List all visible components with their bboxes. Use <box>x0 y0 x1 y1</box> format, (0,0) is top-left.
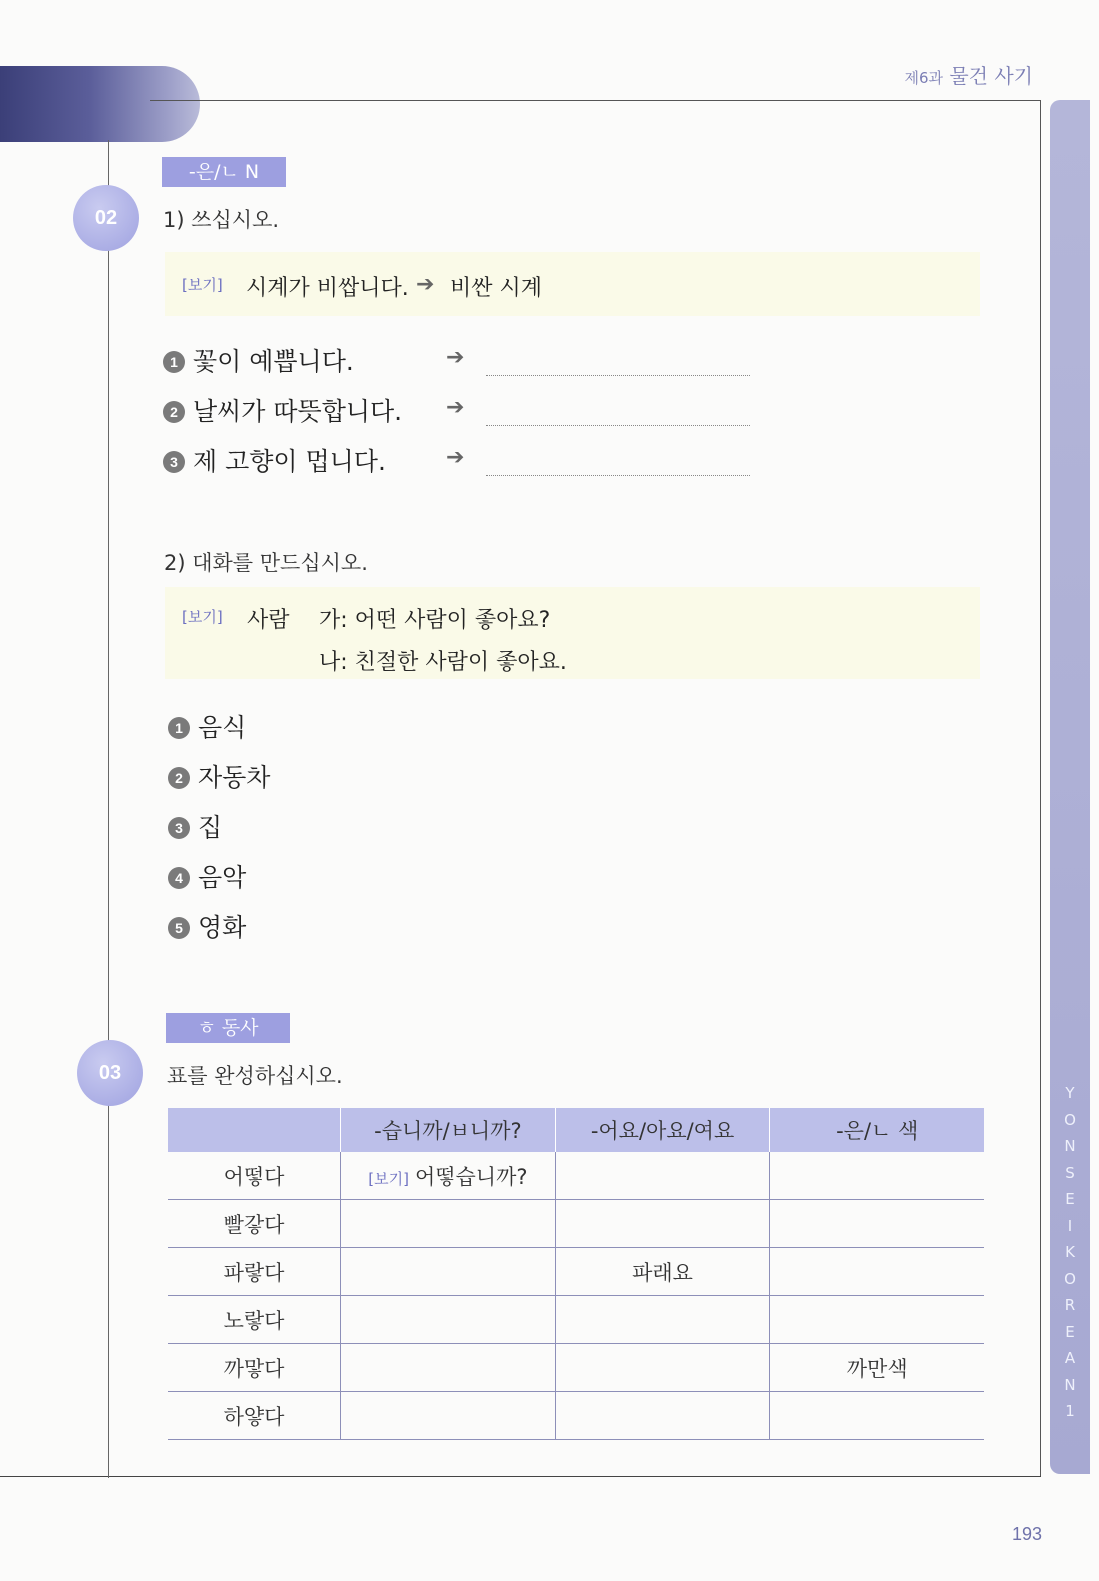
answer-blank[interactable] <box>486 425 750 426</box>
table-cell[interactable] <box>770 1200 984 1248</box>
item-text: 영화 <box>198 913 247 942</box>
instruction-text: 표를 완성하십시오. <box>167 1064 343 1088</box>
table-row <box>168 1392 984 1440</box>
conjugation-table <box>168 1108 984 1440</box>
chapter-title <box>904 60 1033 89</box>
table-row <box>168 1200 984 1248</box>
table-row <box>168 1296 984 1344</box>
brand-letter: A <box>1064 1349 1076 1367</box>
example-label: [보기] <box>182 276 223 294</box>
table-cell[interactable] <box>341 1248 556 1296</box>
table-cell[interactable] <box>555 1200 770 1248</box>
exercise-item <box>168 708 246 744</box>
table-header-cell: -은/ㄴ 색 <box>770 1108 984 1152</box>
example-label: [보기] <box>182 608 223 626</box>
brand-letter: Y <box>1065 1084 1075 1102</box>
table-cell[interactable] <box>770 1296 984 1344</box>
arrow-icon: ➔ <box>446 395 465 420</box>
page-number: 193 <box>1012 1524 1043 1544</box>
arrow-icon: ➔ <box>446 345 465 370</box>
answer-blank[interactable] <box>486 375 750 376</box>
brand-letter: E <box>1065 1190 1075 1208</box>
exercise-item <box>163 442 386 478</box>
table-cell-verb: 어떻다 <box>168 1152 341 1200</box>
arrow-icon: ➔ <box>416 272 435 297</box>
item-number-icon: 1 <box>168 717 190 739</box>
table-header-cell: -어요/아요/여요 <box>555 1108 770 1152</box>
table-row <box>168 1248 984 1296</box>
table-cell-verb: 하얗다 <box>168 1392 341 1440</box>
table-cell[interactable] <box>555 1392 770 1440</box>
example-word: 사람 <box>247 608 290 633</box>
exercise-item <box>168 908 246 944</box>
table-cell[interactable] <box>341 1200 556 1248</box>
table-row <box>168 1152 984 1200</box>
brand-letter: K <box>1065 1243 1075 1261</box>
brand-letter: O <box>1064 1110 1076 1129</box>
item-text: 음악 <box>198 863 247 892</box>
table-cell[interactable] <box>341 1152 556 1200</box>
table-cell[interactable] <box>555 1296 770 1344</box>
item-number-icon: 3 <box>163 451 185 473</box>
example-sentence: 시계가 비쌉니다. <box>246 276 409 301</box>
brand-letter: 1 <box>1065 1402 1075 1420</box>
table-cell-verb: 빨갛다 <box>168 1200 341 1248</box>
brand-vertical-text <box>1058 1080 1082 1425</box>
answer-blank[interactable] <box>486 475 750 476</box>
exercise-item <box>163 342 354 378</box>
grammar-tag: ㅎ 동사 <box>166 1013 290 1043</box>
table-cell[interactable] <box>341 1392 556 1440</box>
brand-letter: R <box>1064 1296 1076 1314</box>
item-text: 자동차 <box>198 763 271 792</box>
table-cell[interactable] <box>341 1296 556 1344</box>
arrow-icon: ➔ <box>446 445 465 470</box>
dialogue-line-a: 가: 어떤 사람이 좋아요? <box>319 608 551 633</box>
frame-line-top <box>150 100 1040 101</box>
table-cell[interactable] <box>770 1152 984 1200</box>
table-cell[interactable] <box>770 1392 984 1440</box>
item-number-icon: 3 <box>168 817 190 839</box>
brand-letter: N <box>1064 1137 1076 1155</box>
lesson-title: 물건 사기 <box>949 64 1033 88</box>
lesson-number: 제6과 <box>904 69 943 87</box>
instruction-text: 1) 쓰십시오. <box>163 208 280 232</box>
item-text: 날씨가 따뜻합니다. <box>193 397 403 426</box>
dialogue-line-b: 나: 친절한 사람이 좋아요. <box>319 650 567 675</box>
example-answer: 비싼 시계 <box>450 276 543 301</box>
table-cell[interactable] <box>770 1248 984 1296</box>
frame-line-right <box>1040 100 1041 1476</box>
instruction-text: 2) 대화를 만드십시오. <box>164 551 368 575</box>
exercise-item <box>168 808 222 844</box>
table-header-cell <box>168 1108 341 1152</box>
brand-letter: I <box>1067 1216 1073 1235</box>
section-number-badge: 02 <box>73 185 139 251</box>
item-text: 음식 <box>198 713 247 742</box>
item-number-icon: 1 <box>163 351 185 373</box>
item-number-icon: 2 <box>163 401 185 423</box>
table-cell[interactable]: 까만색 <box>770 1344 984 1392</box>
section-number-badge: 03 <box>77 1040 143 1106</box>
table-cell[interactable] <box>341 1344 556 1392</box>
item-text: 꽃이 예쁩니다. <box>193 347 354 376</box>
brand-letter: O <box>1064 1269 1076 1288</box>
brand-letter: S <box>1065 1163 1075 1182</box>
table-cell-verb: 노랗다 <box>168 1296 341 1344</box>
frame-line-bottom <box>0 1476 1041 1477</box>
exercise-item <box>168 858 246 894</box>
item-number-icon: 2 <box>168 767 190 789</box>
table-header-cell: -습니까/ㅂ니까? <box>341 1108 556 1152</box>
item-number-icon: 5 <box>168 917 190 939</box>
item-text: 제 고향이 멉니다. <box>193 447 386 476</box>
brand-letter: E <box>1065 1322 1075 1341</box>
brand-letter: N <box>1064 1375 1076 1394</box>
exercise-item <box>168 758 270 794</box>
table-row <box>168 1344 984 1392</box>
exercise-item <box>163 392 402 428</box>
table-cell[interactable] <box>555 1344 770 1392</box>
example-label: [보기] <box>368 1169 409 1188</box>
table-cell[interactable]: 파래요 <box>555 1248 770 1296</box>
header-tab-decoration <box>0 66 200 142</box>
table-cell[interactable] <box>555 1152 770 1200</box>
grammar-tag: -은/ㄴ N <box>162 157 286 187</box>
table-cell-verb: 까맣다 <box>168 1344 341 1392</box>
table-cell-value: 어떻습니까? <box>414 1164 528 1189</box>
table-header-row <box>168 1108 984 1152</box>
table-cell-verb: 파랗다 <box>168 1248 341 1296</box>
item-text: 집 <box>198 813 223 842</box>
frame-line-left <box>108 140 109 1478</box>
item-number-icon: 4 <box>168 867 190 889</box>
